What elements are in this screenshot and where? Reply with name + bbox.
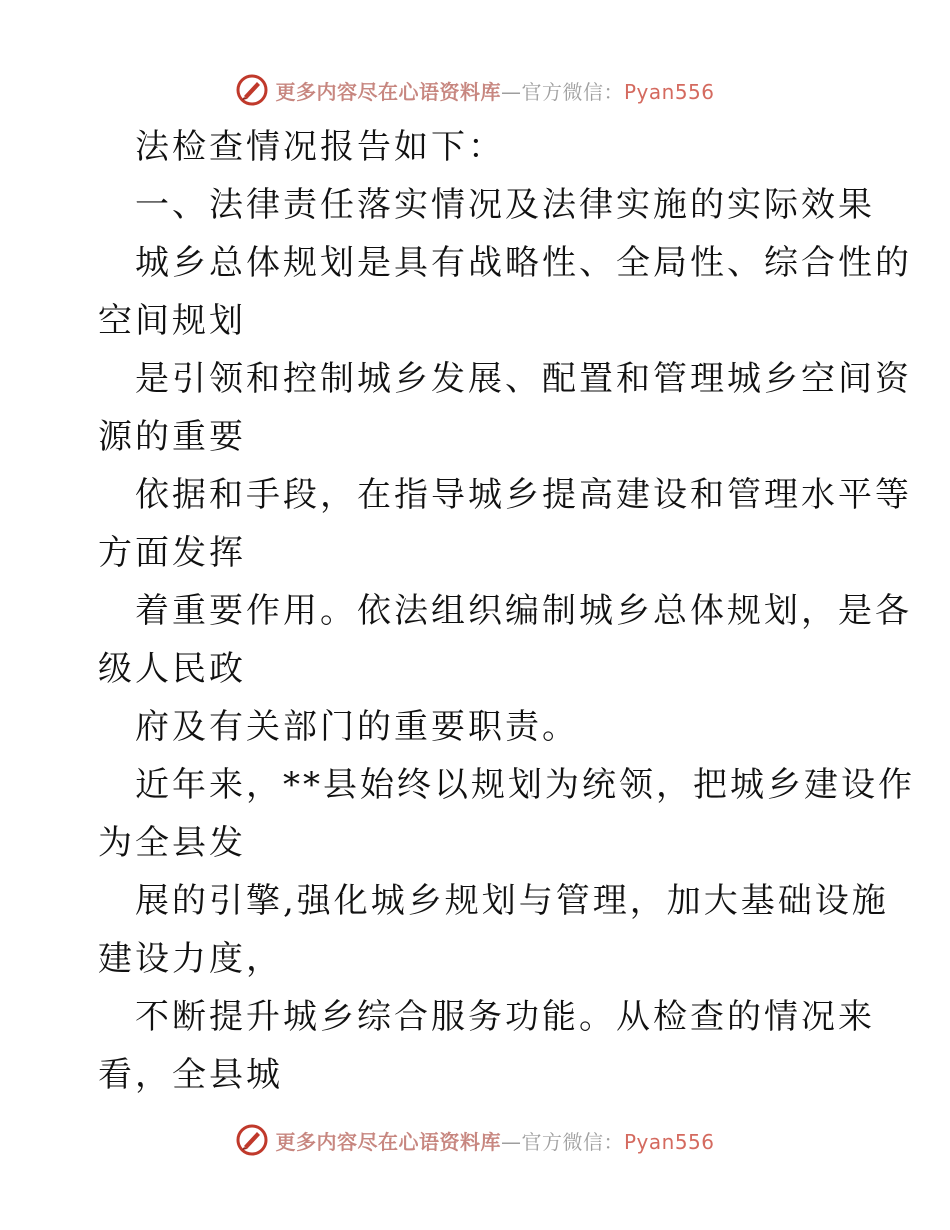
text-line: 级人民政 xyxy=(98,649,246,689)
text-line: 展的引擎,强化城乡规划与管理，加大基础设施 xyxy=(135,881,889,921)
watermark-text xyxy=(275,76,714,105)
watermark-dash: — xyxy=(500,1129,522,1154)
text-line: 法检查情况报告如下： xyxy=(135,127,505,167)
text-line: 近年来，**县始终以规划为统领，把城乡建设作 xyxy=(135,765,915,805)
text-line: 不断提升城乡综合服务功能。从检查的情况来 xyxy=(135,997,875,1037)
document-body xyxy=(98,118,915,1104)
text-line: 依据和手段，在指导城乡提高建设和管理水平等 xyxy=(135,475,912,515)
text-line: 方面发挥 xyxy=(98,533,246,573)
watermark-dash: — xyxy=(500,79,522,104)
text-line: 看，全县城 xyxy=(98,1055,283,1095)
text-line: 府及有关部门的重要职责。 xyxy=(135,707,579,747)
watermark-sub: 官方微信： xyxy=(521,1129,624,1154)
text-line: 城乡总体规划是具有战略性、全局性、综合性的 xyxy=(135,243,912,283)
header-watermark xyxy=(0,70,950,110)
watermark-id: Pyan556 xyxy=(623,79,715,104)
text-line: 着重要作用。依法组织编制城乡总体规划，是各 xyxy=(135,591,912,631)
watermark-text xyxy=(275,1126,714,1155)
text-line: 源的重要 xyxy=(98,417,246,457)
brush-logo-icon xyxy=(235,1123,269,1157)
watermark-main: 更多内容尽在心语资料库 xyxy=(275,1129,501,1154)
text-line: 建设力度， xyxy=(98,939,283,979)
text-line: 空间规划 xyxy=(98,301,246,341)
text-line: 为全县发 xyxy=(98,823,246,863)
footer-watermark xyxy=(0,1120,950,1160)
text-line: 一、法律责任落实情况及法律实施的实际效果 xyxy=(135,185,875,225)
watermark-sub: 官方微信： xyxy=(521,79,624,104)
brush-logo-icon xyxy=(235,73,269,107)
watermark-id: Pyan556 xyxy=(623,1129,715,1154)
watermark-main: 更多内容尽在心语资料库 xyxy=(275,79,501,104)
text-line: 是引领和控制城乡发展、配置和管理城乡空间资 xyxy=(135,359,912,399)
